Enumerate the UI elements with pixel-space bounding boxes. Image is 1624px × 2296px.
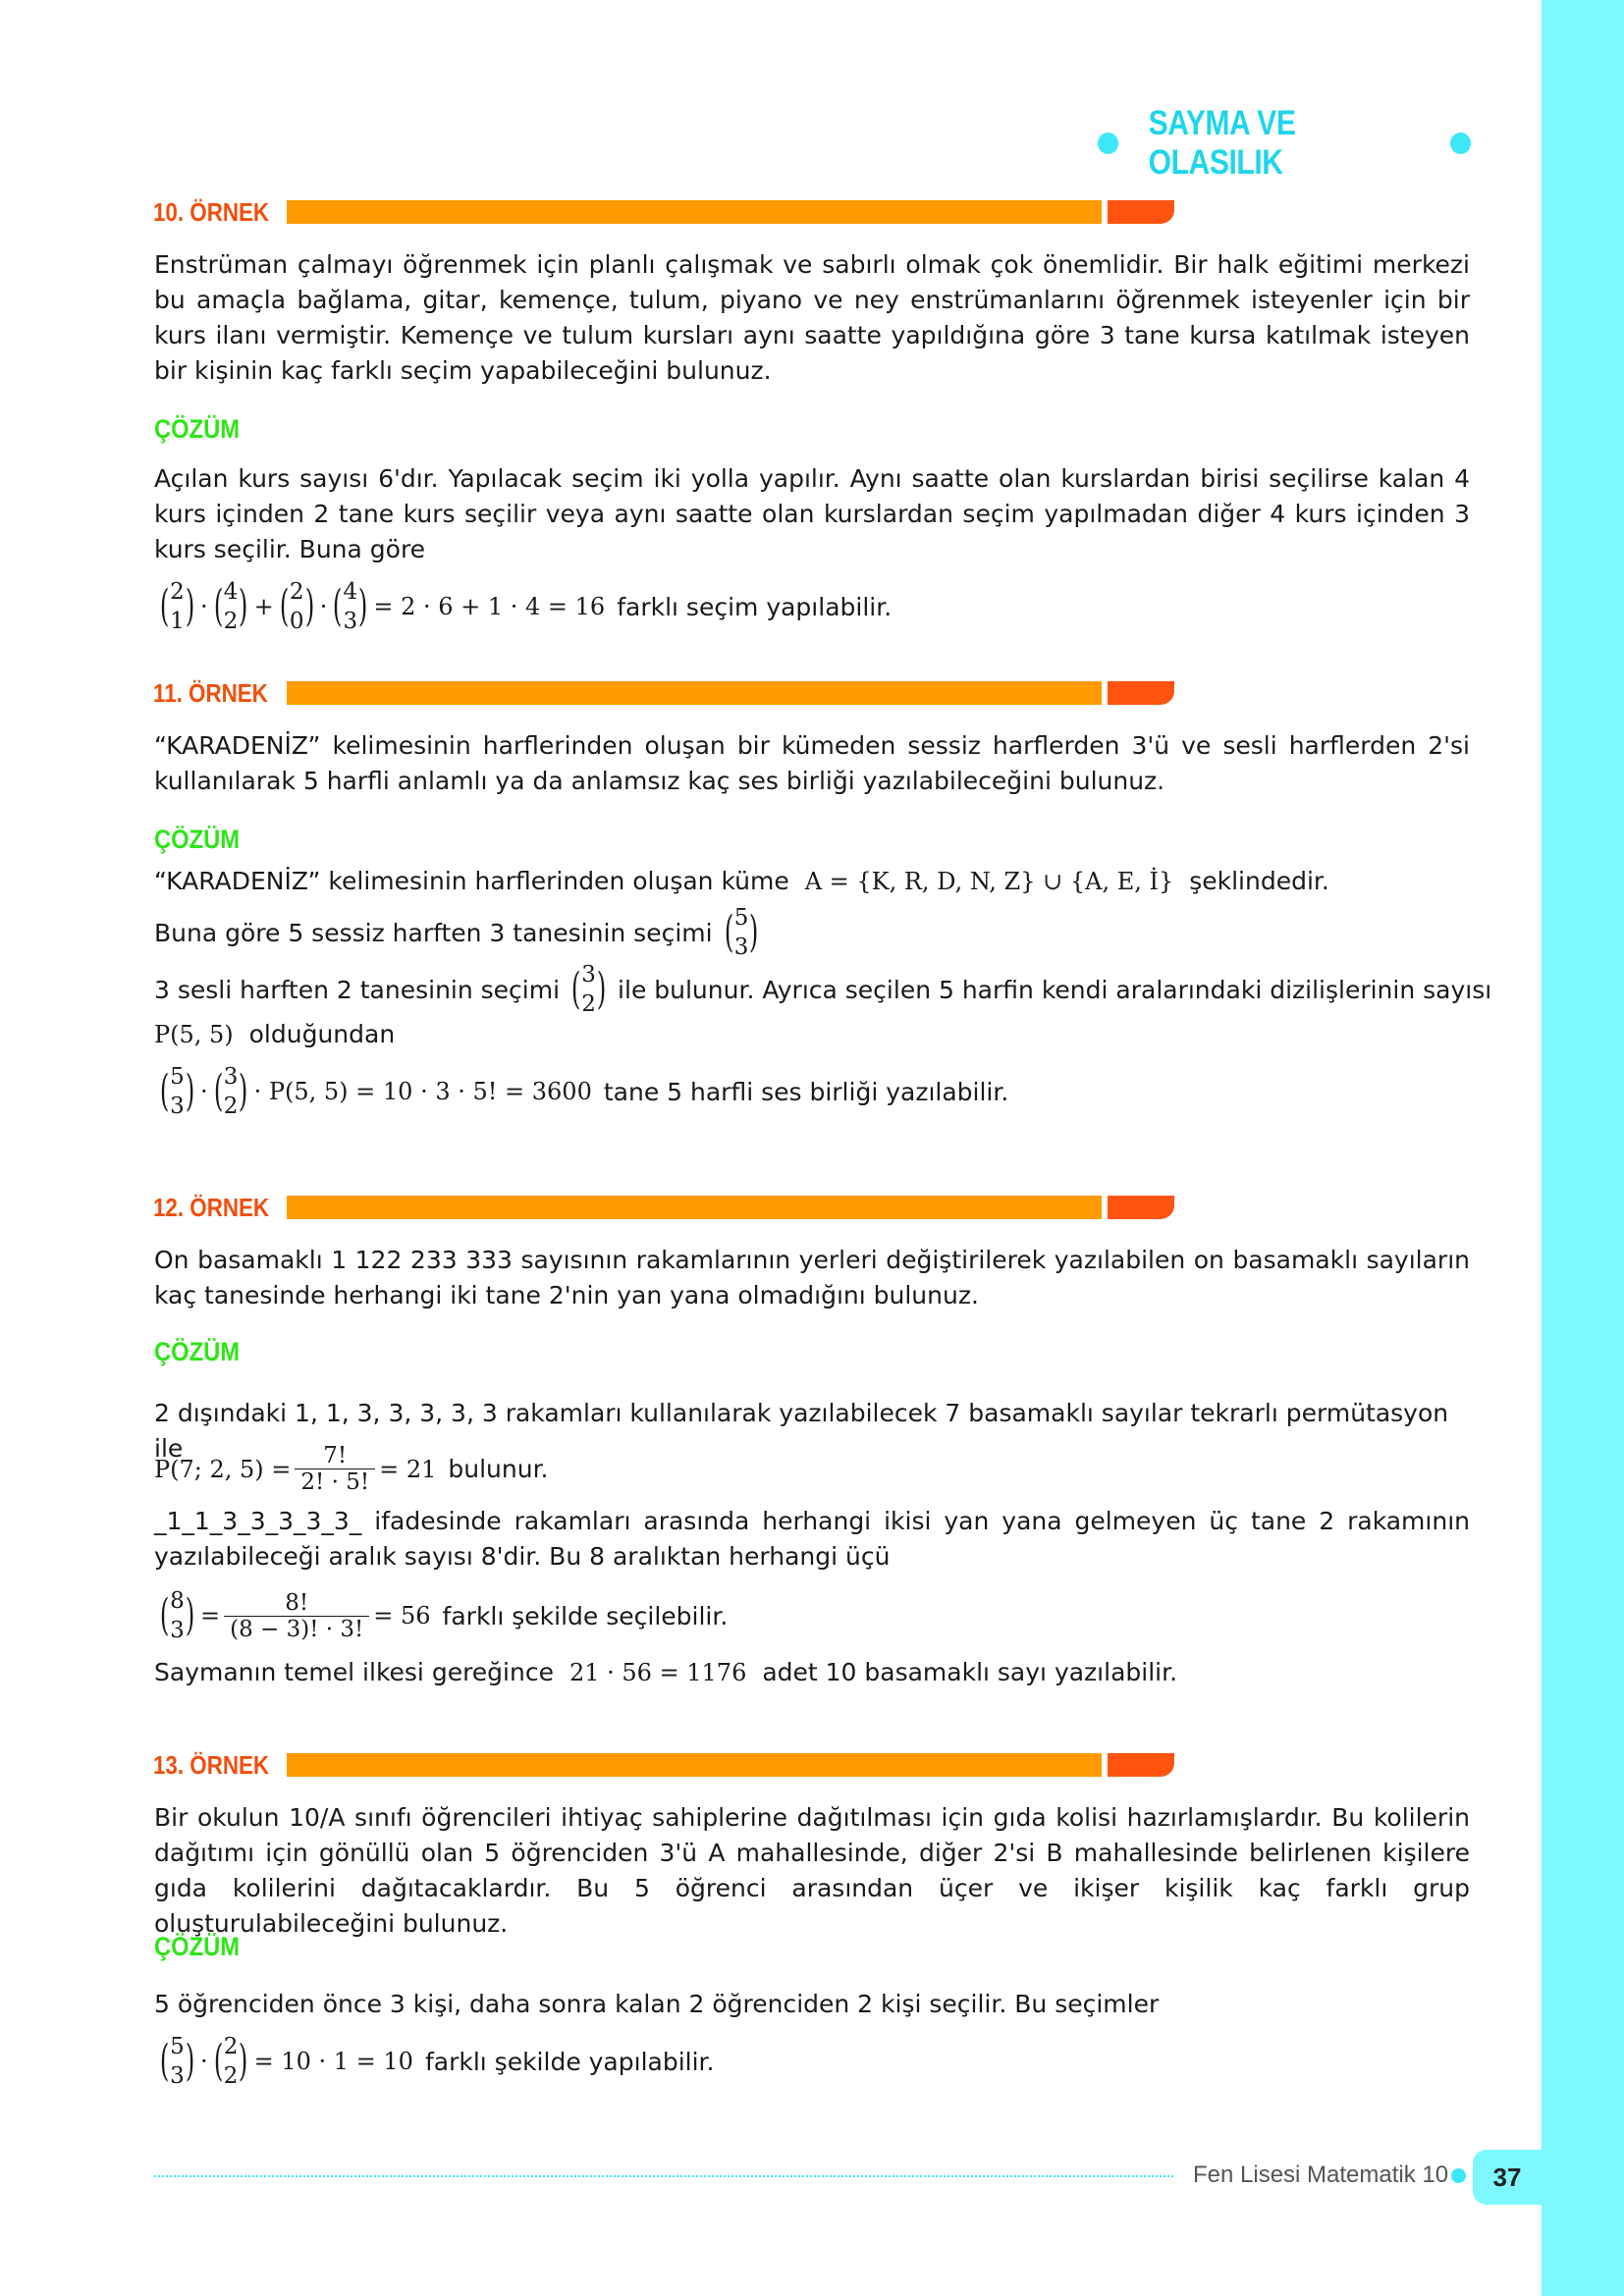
header-bar-tab (1108, 681, 1174, 705)
perm-rhs: = 21 (379, 1455, 437, 1483)
line-text: 3 sesli harften 2 tanesinin seçimi (154, 975, 561, 1004)
formula-text: farklı şekilde seçilebilir. (442, 1601, 729, 1630)
line-text: “KARADENİZ” kelimesinin harflerinden oluşan küme (154, 867, 789, 895)
fraction (295, 1443, 375, 1495)
final-expression: 21 · 56 = 1176 (568, 1659, 747, 1686)
example-13-header (153, 1749, 1021, 1781)
binomial: ( 2 1 ) (159, 579, 195, 634)
example-12-line1: 2 dışındaki 1, 1, 3, 3, 3, 3, 3 rakamları kullanılarak yazılabilecek 7 basamaklı sayılar tekrarlı permütasyon ile (154, 1399, 1449, 1463)
example-13-solution: 5 öğrenciden önce 3 kişi, daha sonra kalan 2 öğrenciden 2 kişi seçilir. Bu seçimler (154, 1990, 1160, 2018)
fraction-denominator: 2! · 5! (295, 1468, 375, 1495)
formula-text: farklı şekilde yapılabilir. (424, 2047, 715, 2076)
example-11-line1 (154, 864, 1470, 899)
example-11-line2 (154, 903, 765, 962)
example-12-comb (154, 1586, 728, 1645)
header-bar (287, 1196, 1102, 1219)
example-11-formula: ( 5 3 ) · ( 3 2 ) · P(5, 5) = 10 · 3 · 5! = 3600 tane 5 harfli ses birliği yazılabilir. (154, 1062, 1008, 1121)
binomial: ( 8 3 ) (159, 1588, 195, 1643)
fraction (224, 1590, 369, 1642)
page-number-tab (1473, 2150, 1542, 2205)
formula-result: · P(5, 5) = 10 · 3 · 5! = 3600 (253, 1078, 592, 1105)
example-12-question: On basamaklı 1 122 233 333 sayısının rakamlarının yerleri değiştirilerek yazılabilen on basamaklı sayıların kaç tanesinde herhangi iki tane 2'nin yan yana olmadığını bulunuz. (154, 1246, 1470, 1309)
header-bar-tab (1108, 1196, 1174, 1219)
comb-rhs: = 56 (373, 1602, 431, 1629)
line-text: olduğundan (248, 1020, 396, 1048)
binomial: ( 4 3 ) (333, 579, 368, 634)
formula-text: tane 5 harfli ses birliği yazılabilir. (603, 1077, 1009, 1106)
solution-label: ÇÖZÜM (154, 825, 241, 854)
binomial: ( 5 3 ) (724, 905, 759, 960)
example-label: 12. ÖRNEK (153, 1193, 270, 1222)
fraction-denominator: (8 − 3)! · 3! (224, 1616, 369, 1642)
perm-lhs: P(7; 2, 5) = (154, 1455, 292, 1483)
fraction-numerator: 8! (285, 1589, 309, 1616)
formula-result: = 10 · 1 = 10 (253, 2048, 413, 2075)
line-text: adet 10 basamaklı sayı yazılabilir. (762, 1658, 1178, 1686)
example-11-header (153, 677, 1021, 709)
example-10-question: Enstrüman çalmayı öğrenmek için planlı çalışmak ve sabırlı olmak çok önemlidir. Bir halk eğitimi merkezi bu amaçla bağlama, gitar, kemençe, tulum, piyano ve ney enstrümanlarını öğrenmek isteyenler için bir kurs ilanı vermiştir. Kemençe ve tulum kursları aynı saatte yapıldığına göre 3 tane kursa katılmak isteyen bir kişinin kaç farklı seçim yapabileceğini bulunuz. (154, 250, 1470, 385)
example-10-header (153, 196, 1021, 228)
solution-label: ÇÖZÜM (154, 1337, 241, 1366)
footer-dot (1451, 2168, 1466, 2183)
example-12-final (154, 1655, 1470, 1690)
example-11-question: “KARADENİZ” kelimesinin harflerinden oluşan bir kümeden sessiz harflerden 3'ü ve sesli harflerden 2'si kullanılarak 5 harfli anlamlı ya da anlamsız kaç ses birliği yazılabileceğini bulunuz. (154, 731, 1470, 795)
example-label: 10. ÖRNEK (153, 197, 270, 227)
example-12-line3: _1_1_3_3_3_3_3_ ifadesinde rakamları arasında herhangi ikisi yan yana gelmeyen üç tane 2 rakamının yazılabileceği aralık sayısı 8'dir. Bu 8 aralıktan herhangi üçü (154, 1507, 1470, 1571)
binomial: ( 2 2 ) (213, 2034, 248, 2089)
example-13-formula: ( 5 3 ) · ( 2 2 ) = 10 · 1 = 10 farklı şekilde yapılabilir. (154, 2032, 714, 2091)
binomial: ( 3 2 ) (213, 1064, 248, 1119)
line-text: şeklindedir. (1189, 867, 1329, 895)
page-number: 37 (1492, 2162, 1522, 2192)
page-edge-band (1542, 0, 1624, 2296)
section-header (1098, 104, 1471, 182)
example-12-perm (154, 1443, 549, 1495)
header-bar (287, 200, 1102, 224)
example-13-question: Bir okulun 10/A sınıfı öğrencileri ihtiyaç sahiplerine dağıtılması için gıda kolisi hazırlamışlardır. Bu kolilerin dağıtımı için gönüllü olan 5 öğrenciden 3'ü A mahallesinde, diğer 2'si B mahallesinde belirlenen kişilere gıda kolilerini dağıtacaklardır. Bu 5 öğrenci arasından üçer ve ikişer kişilik kaç farklı grup oluşturulabileceğini bulunuz. (154, 1803, 1470, 1938)
equals-sign: = (199, 1602, 221, 1629)
binomial: ( 2 0 ) (279, 579, 314, 634)
binomial: ( 4 2 ) (213, 579, 248, 634)
binomial: ( 3 2 ) (570, 962, 607, 1017)
example-11-line3 (154, 960, 1491, 1019)
formula-text: bulunur. (448, 1455, 549, 1483)
header-dot-left (1098, 133, 1118, 154)
header-bar-tab (1108, 200, 1174, 224)
formula-text: farklı seçim yapılabilir. (617, 592, 893, 621)
footer-divider (154, 2175, 1173, 2177)
header-bar (287, 1753, 1102, 1777)
set-expression: A = {K, R, D, N, Z} ∪ {A, E, İ} (804, 868, 1174, 895)
header-bar (287, 681, 1102, 705)
formula-result: = 2 · 6 + 1 · 4 = 16 (373, 593, 606, 620)
line-text: Saymanın temel ilkesi gereğince (154, 1658, 554, 1686)
example-11-line4 (154, 1017, 1470, 1052)
binomial: ( 5 3 ) (159, 1064, 195, 1119)
binomial: ( 5 3 ) (159, 2034, 195, 2089)
solution-label: ÇÖZÜM (154, 1932, 241, 1961)
header-dot-right (1450, 133, 1471, 154)
example-12-header (153, 1192, 1021, 1223)
example-label: 11. ÖRNEK (153, 678, 268, 708)
line-text: Buna göre 5 sessiz harften 3 tanesinin seçimi (154, 918, 713, 947)
example-10-solution: Açılan kurs sayısı 6'dır. Yapılacak seçim iki yolla yapılır. Aynı saatte olan kurslardan birisi seçilirse kalan 4 kurs içinden 2 tane kurs seçilir veya aynı saatte olan kurslardan seçim yapılmadan diğer 4 kurs içinden 3 kurs seçilir. Buna göre (154, 464, 1470, 563)
footer-book-title: Fen Lisesi Matematik 10 (1193, 2162, 1449, 2188)
perm-expression: P(5, 5) (154, 1021, 234, 1048)
header-bar-tab (1108, 1753, 1174, 1777)
line-text: ile bulunur. Ayrıca seçilen 5 harfin kendi aralarındaki dizilişlerinin sayısı (618, 975, 1492, 1004)
fraction-numerator: 7! (323, 1443, 348, 1468)
example-10-formula: ( 2 1 ) · ( 4 2 ) + ( 2 0 ) · ( 4 3 ) = 2 · 6 + 1 · 4 = 16 farklı seçim yapılabilir. (154, 577, 892, 636)
section-title: SAYMA VE OLASILIK (1148, 104, 1296, 182)
example-label: 13. ÖRNEK (153, 1750, 270, 1780)
solution-label: ÇÖZÜM (154, 414, 241, 444)
